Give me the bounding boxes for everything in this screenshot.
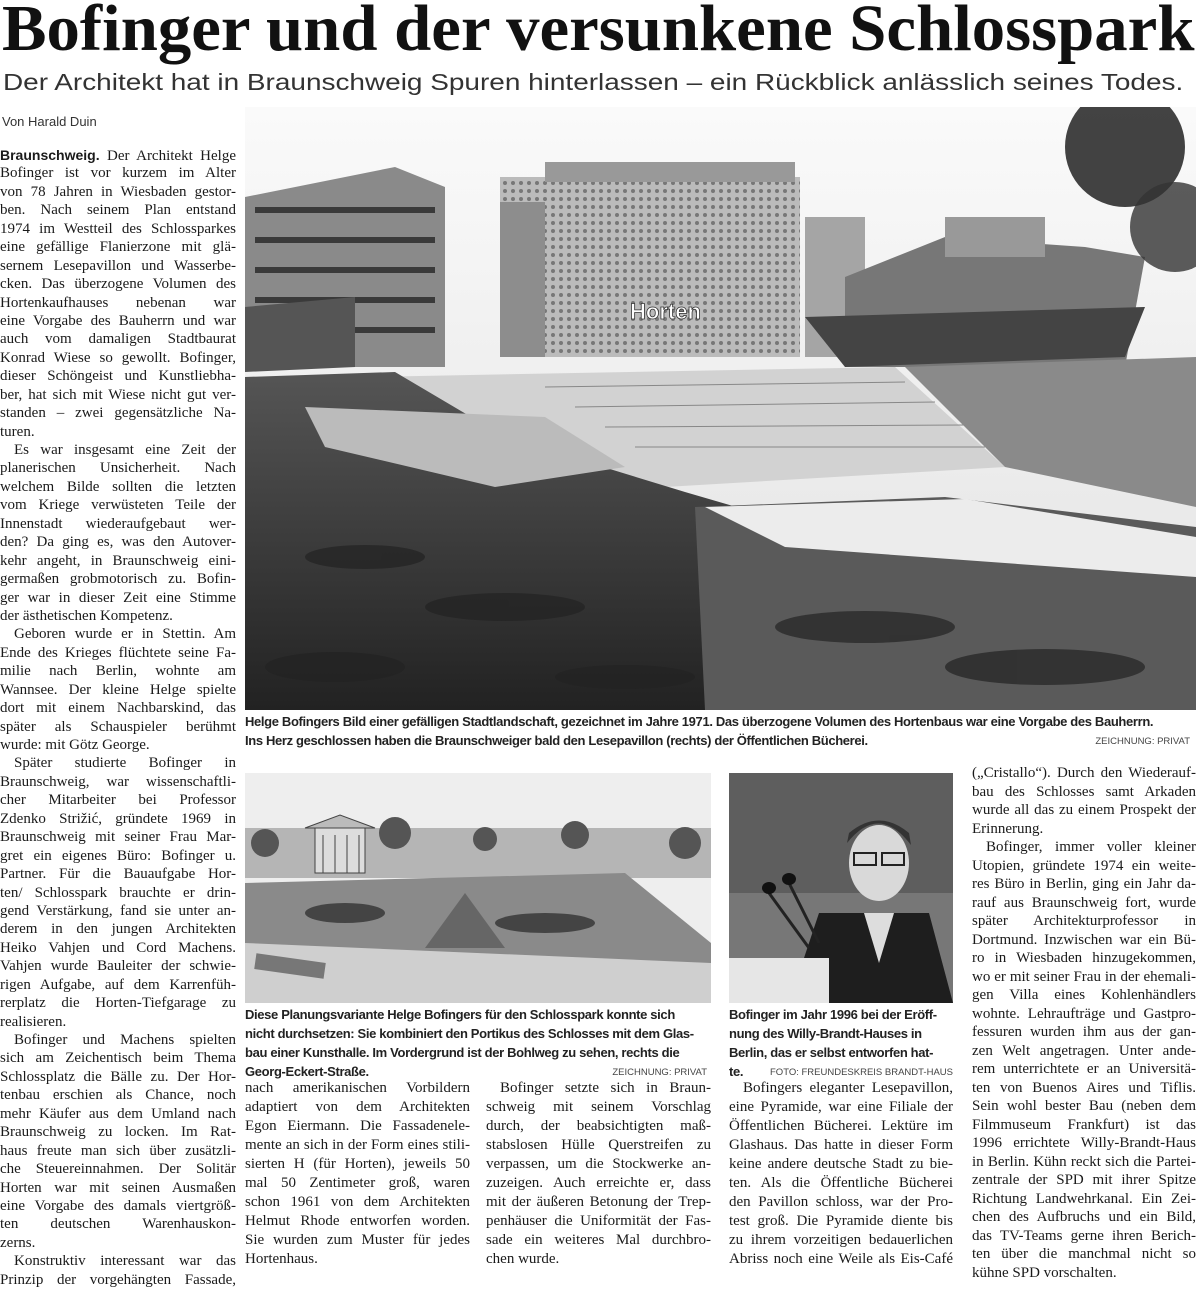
- article-text-line: schon 1961 von dem Architekten: [245, 1194, 470, 1210]
- article-text-line: ger war in dieser Zeit eine Stimme: [0, 589, 236, 606]
- article-text-line: Horten war mit seinen Ausmaßen: [0, 1179, 236, 1196]
- article-text-line: germaßen grobmotorisch zu. Bofin-: [0, 571, 236, 588]
- caption-line: Bofinger im Jahr 1996 bei der Eröff-: [729, 1007, 937, 1022]
- article-text-line: eine gefällige Flanierzone mit glä-: [0, 239, 236, 256]
- article-text-line: Innenstadt wiederaufgebaut wer-: [0, 515, 236, 532]
- article-text-line: kühne SPD vorschalten.: [972, 1264, 1117, 1281]
- article-text-line: realisieren.: [0, 1013, 67, 1030]
- portrait-photo: [729, 773, 953, 1003]
- article-text-line: („Cristallo“). Durch den Wiederauf-: [972, 765, 1196, 781]
- subheadline: Der Architekt hat in Braunschweig Spuren hinterlassen – ein Rückblick anlässlich seines Todes.: [3, 69, 1184, 95]
- article-text-line: der ästhetischen Kompetenz.: [0, 607, 173, 624]
- article-text-line: Bofinger ist vor kurzem im Alter: [0, 165, 236, 182]
- article-text-line: eine Pyramide, war eine Filiale der: [729, 1099, 953, 1115]
- article-text-line: mente an sich in der Form eines stili-: [245, 1137, 470, 1153]
- article-text-line: sierten H (für Horten), jeweils 50: [245, 1156, 470, 1172]
- article-text-line: schweig mit seinem Vorschlag: [486, 1099, 711, 1115]
- article-text-line: che Steuereinnahmen. Der Solitär: [0, 1161, 236, 1178]
- article-text: Der Architekt Helge: [99, 148, 236, 164]
- article-text-line: zerns.: [0, 1234, 36, 1251]
- article-text-line: sernem Lesepavillon und Wasserbe-: [0, 257, 236, 274]
- article-column-right: [972, 764, 1196, 1282]
- article-text-line: ben. Nach seinem Plan entstand: [0, 202, 236, 219]
- caption-line: nicht durchsetzen: Sie kombiniert den Portikus des Schlosses mit dem Glas-: [245, 1026, 694, 1041]
- article-column-bottom-3: [729, 1079, 953, 1269]
- article-column-left: [0, 146, 236, 1289]
- article-text-line: später Architekturprofessor in: [972, 913, 1196, 929]
- article-text-line: derem in den jungen Architekten: [0, 921, 236, 938]
- article-text-line: chen des Aufbruchs und ein Bild,: [972, 1209, 1196, 1225]
- article-text-line: Erinnerung.: [972, 820, 1044, 837]
- article-text-line: sade ein weiteres Mal durchbro-: [486, 1232, 711, 1248]
- image-credit: ZEICHNUNG: PRIVAT: [1095, 736, 1190, 747]
- article-text-line: res Büro in Berlin, ging ein Jahr da-: [972, 876, 1196, 892]
- article-text-line: Filmmuseum Frankfurt) ist das: [972, 1116, 1196, 1133]
- article-text-line: ten deutschen Warenhauskon-: [0, 1216, 236, 1233]
- article-text-line: chen wurde.: [486, 1251, 560, 1267]
- speaker-portrait: [729, 773, 953, 1003]
- article-text-line: Bofingers eleganter Lesepavillon,: [743, 1080, 953, 1096]
- article-text-line: durch, der beabsichtigten maß-: [486, 1118, 711, 1134]
- article-text-line: mit der äußeren Betonung der Trep-: [486, 1194, 711, 1210]
- article-text-line: Es war insgesamt eine Zeit der: [14, 442, 236, 458]
- caption-line: Ins Herz geschlossen haben die Braunschweiger bald den Lesepavillon (rechts) der Öffentlichen Bücherei.: [245, 733, 868, 748]
- article-text-line: Sein wohl bester Bau (neben dem: [972, 1098, 1196, 1114]
- article-text-line: Braunschweig mit seiner Frau Mar-: [0, 829, 236, 846]
- article-text-line: welchem Bilde sollten die letzten: [0, 478, 236, 495]
- article-text-line: Öffentlichen Bücherei. Lektüre im: [729, 1118, 953, 1134]
- article-text-line: Braunschweig zu locken. Im Rat-: [0, 1124, 236, 1141]
- main-drawing-image: [245, 107, 1196, 710]
- article-text-line: penhäuser die Uniformität der Fas-: [486, 1213, 711, 1229]
- article-text-line: Glashaus. Das hatte in dieser Form: [729, 1137, 953, 1153]
- planning-variant-image: [245, 773, 711, 1003]
- byline: Von Harald Duin: [2, 114, 97, 129]
- article-text-line: dieser Schöngeist und Kunstliebha-: [0, 368, 236, 385]
- article-text-line: Prinzip der vorgehängten Fassade,: [0, 1271, 236, 1288]
- article-text-line: verpassen, um die Stockwerke an-: [486, 1156, 711, 1172]
- article-text-line: bau des Schlosses samt Arkaden: [972, 783, 1196, 800]
- article-text-line: wurde all das zu einem Prospekt der: [972, 802, 1196, 818]
- article-text-line: zentrale der SPD mit ihrer Spitze: [972, 1172, 1196, 1188]
- article-text-line: wo er mit seiner Frau in der ehemali-: [972, 968, 1196, 985]
- article-text-line: test groß. Die Pyramide diente bis: [729, 1213, 953, 1229]
- article-text-line: tenbau erschien als Chance, noch: [0, 1087, 236, 1104]
- image-credit: ZEICHNUNG: PRIVAT: [612, 1067, 707, 1078]
- article-text-line: eine Vorgabe des Bauherrn und war: [0, 312, 236, 329]
- article-text-line: Konstruktiv interessant war das: [14, 1253, 236, 1270]
- article-text-line: mehr Käufer aus dem Umland nach: [0, 1105, 236, 1122]
- article-column-bottom-2: [486, 1079, 711, 1269]
- article-text-line: nach amerikanischen Vorbildern: [245, 1080, 470, 1096]
- article-text-line: rauf aus Braunschweig fort, wurde: [972, 894, 1196, 911]
- article-text-line: Braunschweig, war wissenschaftli-: [0, 773, 236, 790]
- article-text-line: dort mit einem Nachbarskind, das: [0, 700, 236, 717]
- article-text-line: zuzeigen. Auch erreichte er, dass: [486, 1175, 711, 1191]
- article-text-line: keine andere deutsche Stadt zu bie-: [729, 1156, 953, 1172]
- article-text-line: Ende des Krieges flüchtete seine Fa-: [0, 644, 236, 661]
- article-text-line: wohnte. Lehraufträge und Gastpro-: [972, 1005, 1196, 1022]
- article-text-line: eine Vorgabe des damals viertgröß-: [0, 1197, 236, 1214]
- article-text-line: sich am Zeichentisch beim Thema: [0, 1050, 236, 1067]
- caption-line: Helge Bofingers Bild einer gefälligen Stadtlandschaft, gezeichnet im Jahre 1971. Das überzogene Volumen des Hortenbaus war eine Vorgabe des Bauherrn.: [245, 714, 1154, 729]
- article-text-line: Später studierte Bofinger in: [14, 755, 236, 772]
- article-text-line: Richtung Landwehrkanal. Ein Zei-: [972, 1190, 1196, 1207]
- article-text-line: ten. Als die Öffentliche Bücherei: [729, 1175, 953, 1191]
- article-text-line: adaptiert von dem Architekten: [245, 1099, 470, 1115]
- dateline: Braunschweig.: [0, 147, 100, 163]
- article-text-line: den Pavillon schloss, war der Pro-: [729, 1194, 953, 1210]
- article-text-line: Zdenko Strižić, gründete 1969 in: [0, 810, 236, 827]
- horten-sign: Horten: [630, 299, 701, 324]
- article-text-line: Schlossplatz die Bälle zu. Der Hor-: [0, 1068, 236, 1085]
- article-text-line: cken. Das überzogene Volumen des: [0, 276, 236, 293]
- article-text-line: planerischen Unsicherheit. Nach: [0, 460, 236, 477]
- caption-line: nung des Willy-Brandt-Hauses in: [729, 1026, 922, 1041]
- article-text-line: haus freute man sich über zusätzli-: [0, 1142, 236, 1159]
- article-text-line: milie nach Berlin, wohnte am: [0, 663, 236, 680]
- article-text-line: 1974 im Westteil des Schlossparkes: [0, 220, 236, 237]
- article-text-line: ten/ Schlosspark brauchte er drin-: [0, 884, 236, 901]
- caption-line: te.: [729, 1064, 744, 1079]
- article-text-line: Vahjen wurde Bauleiter der schwie-: [0, 958, 236, 975]
- planning-variant-caption: [245, 1005, 711, 1081]
- main-drawing-sketch: [245, 107, 1196, 710]
- image-credit: FOTO: FREUNDESKREIS BRANDT-HAUS: [770, 1067, 953, 1078]
- article-text-line: turen.: [0, 423, 35, 440]
- article-text-line: zen Welt angetragen. Unter ande-: [972, 1042, 1196, 1059]
- article-text-line: zu ihrem vorzeitigen bedauerlichen: [729, 1232, 953, 1248]
- article-text-line: Dortmund. Inzwischen war ein Bü-: [972, 931, 1196, 948]
- article-text-line: 1996 errichtete Willy-Brandt-Haus: [972, 1135, 1196, 1151]
- caption-line: Diese Planungsvariante Helge Bofingers für den Schlosspark konnte sich: [245, 1007, 675, 1022]
- article-text-line: fessuren wurden ihm aus der gan-: [972, 1024, 1196, 1040]
- article-text-line: Helmut Rhode entworfen worden.: [245, 1213, 470, 1229]
- caption-line: Berlin, das er selbst entworfen hat-: [729, 1045, 934, 1060]
- article-text-line: vom Kriege verwüsteten Teile der: [0, 497, 236, 514]
- article-text-line: ten von Buenos Aires und Tiflis.: [972, 1079, 1196, 1096]
- article-text-line: ten über die manchmal nicht so: [972, 1246, 1196, 1262]
- article-text-line: auch vom damaligen Stadtbaurat: [0, 331, 236, 348]
- article-text-line: mal 50 Zentimeter groß, waren: [245, 1175, 470, 1191]
- article-text-line: Wannsee. Der kleine Helge spielte: [0, 681, 236, 698]
- article-text-line: Egon Eiermann. Die Fassadenele-: [245, 1118, 470, 1134]
- article-text-line: stabslosen Hülle Querstreifen zu: [486, 1137, 711, 1153]
- article-text-line: rem unterrichtete er an Universitä-: [972, 1061, 1196, 1077]
- article-text-line: kehr angeht, in Braunschweig eini-: [0, 552, 236, 569]
- article-text-line: ber, hat sich mit Wiese nicht gut ver-: [0, 386, 236, 403]
- portrait-caption: [729, 1005, 953, 1081]
- article-text-line: Partner. Für die Bauaufgabe Hor-: [0, 866, 236, 883]
- article-text-line: Bofinger und Machens spielten: [14, 1032, 236, 1048]
- article-text-line: [0, 146, 236, 164]
- article-text-line: rerplatz die Horten-Tiefgarage zu: [0, 995, 236, 1012]
- article-text-line: Hortenhaus.: [245, 1251, 318, 1267]
- planning-variant-sketch: [245, 773, 711, 1003]
- article-text-line: Sie wurden zum Muster für jedes: [245, 1232, 470, 1248]
- article-text-line: wurde: mit Götz George.: [0, 737, 150, 753]
- article-text-line: Geboren wurde er in Stettin. Am: [14, 626, 236, 643]
- article-text-line: rigen Aufgabe, auf dem Karrenfüh-: [0, 976, 236, 993]
- caption-line: Georg-Eckert-Straße.: [245, 1064, 369, 1079]
- article-text-line: gen Villa eines Kohlenhändlers: [972, 987, 1196, 1003]
- article-column-bottom-1: [245, 1079, 470, 1269]
- article-text-line: Konrad Wiese so gewollt. Bofinger,: [0, 349, 236, 366]
- main-image-caption: [245, 712, 1196, 750]
- article-text-line: Heiko Vahjen und Cord Machens.: [0, 939, 236, 956]
- article-text-line: das TV-Teams gerne ihren Berich-: [972, 1227, 1196, 1244]
- article-text-line: Bofinger, immer voller kleiner: [986, 839, 1196, 855]
- article-text-line: Utopien, gründete 1974 ein weite-: [972, 857, 1196, 874]
- article-text-line: standen – zwei gegensätzliche Na-: [0, 405, 236, 422]
- article-text-line: den? Da ging es, was den Autover-: [0, 534, 236, 551]
- article-text-line: später als Schauspieler berühmt: [0, 718, 236, 735]
- article-text-line: in Berlin. Kühn reckt sich die Partei-: [972, 1153, 1196, 1170]
- caption-line: bau einer Kunsthalle. Im Vordergrund ist der Bohlweg zu sehen, rechts die: [245, 1045, 680, 1060]
- article-text-line: Bofinger setzte sich in Braun-: [500, 1080, 711, 1096]
- article-text-line: Abriss noch eine Weile als Eis-Café: [729, 1251, 953, 1267]
- article-text-line: gend Verstärkung, fand sie unter an-: [0, 902, 236, 919]
- article-text-line: ro in Wiesbaden hinzugekommen,: [972, 950, 1196, 966]
- headline: Bofinger und der versunkene Schlosspark: [2, 0, 1195, 65]
- article-text-line: gret ein eigenes Büro: Bofinger u.: [0, 847, 236, 864]
- article-text-line: cher Mitarbeiter bei Professor: [0, 792, 236, 809]
- article-text-line: Hortenkaufhauses nebenan war: [0, 294, 236, 311]
- article-text-line: von 78 Jahren in Wiesbaden gestor-: [0, 183, 236, 200]
